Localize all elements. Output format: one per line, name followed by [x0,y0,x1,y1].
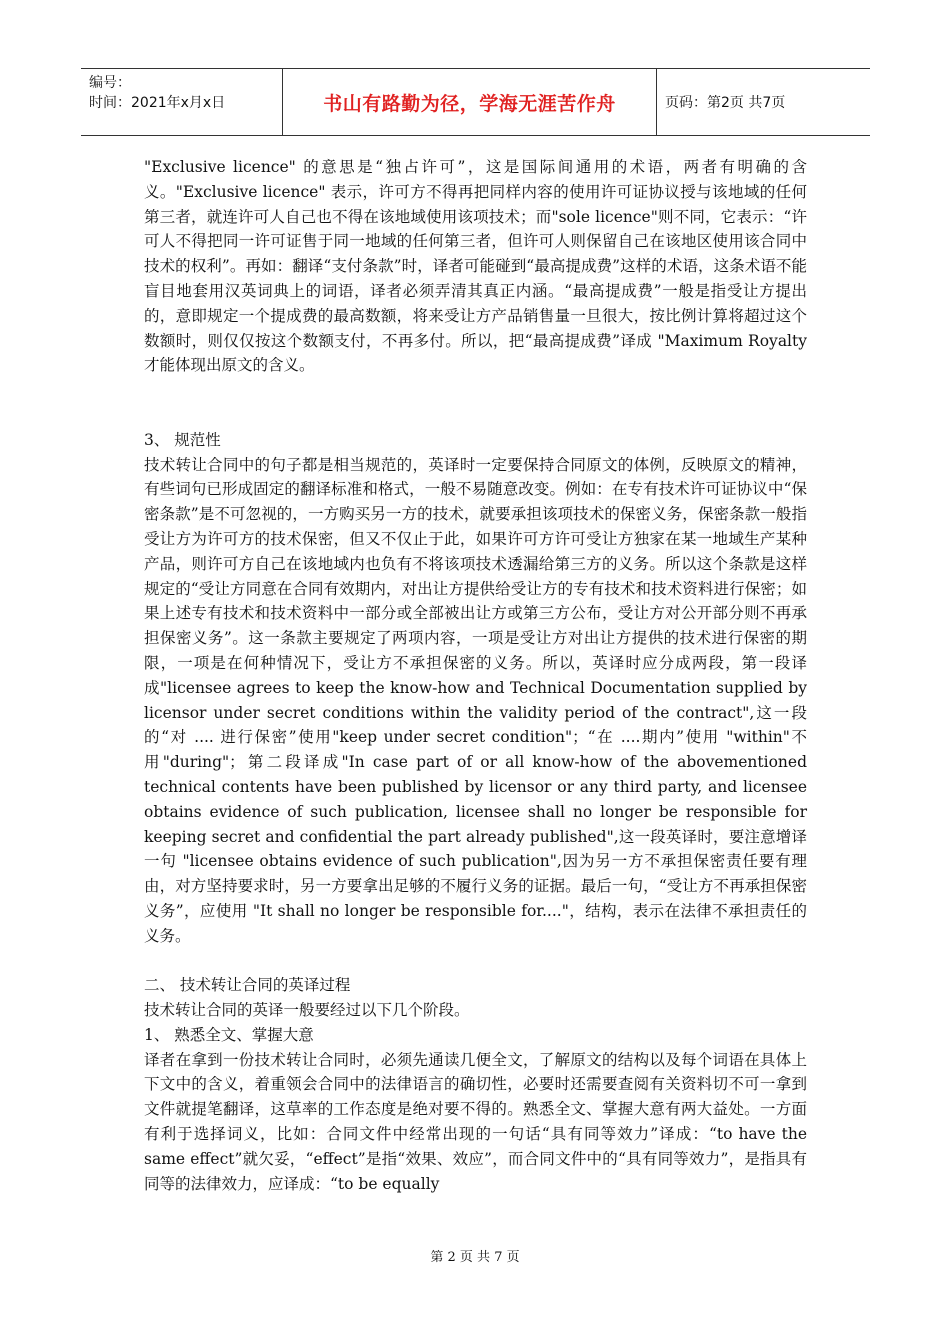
paragraph-exclusive-licence: "Exclusive licence" 的意思是“独占许可”，这是国际间通用的术语，两者有明确的含义。"Exclusive licence" 表示，许可方不得再把同样内容的使用许可证协议授与该地域的任何第三者，就连许可人自己也不得在该地域使用该项技术；而"sole licence"则不同，它表示：“许可人不得把同一许可证售于同一地域的任何第三者，但许可人则保留自己在该地区使用该合同中技术的权利”。再如：翻译“支付条款”时，译者可能碰到“最高提成费”这样的术语，这条术语不能盲目地套用汉英词典上的词语，译者必须弄清其真正内涵。“最高提成费”一般是指受让方提出的，意即规定一个提成费的最高数额，将来受让方产品销售量一旦很大，按比例计算将超过这个数额时，则仅仅按这个数额支付，不再多付。所以，把“最高提成费”译成 "Maximum Royalty 才能体现出原文的含义。 [144,158,807,375]
header-page-cell [657,69,870,135]
header-motto: 书山有路勤为径，学海无涯苦作舟 [323,92,616,115]
header-meta [81,69,283,135]
spacer [144,949,807,974]
paragraph-stages-intro: 技术转让合同的英译一般要经过以下几个阶段。 [144,1001,470,1020]
document-date: 时间：2021年x月x日 [89,95,226,111]
header-page-number: 页码：第2页 共7页 [665,95,786,111]
header-motto-cell [283,69,657,135]
subsection-heading-familiarize: 1、 熟悉全文、掌握大意 [144,1025,314,1044]
spacer [144,378,807,428]
document-body [144,155,807,1196]
paragraph-familiarize: 译者在拿到一份技术转让合同时，必须先通读几便全文，了解原文的结构以及每个词语在具体上下文中的含义，着重领会合同中的法律语言的确切性，必要时还需要查阅有关资料切不可一拿到文件就提笔翻译，这草率的工作态度是绝对要不得的。熟悉全文、掌握大意有两大益处。一方面有利于选择词义，比如：合同文件中经常出现的一句话“具有同等效力”译成：“to have the same effect”就欠妥，“effect”是指“效果、效应”，而合同文件中的“具有同等效力”，是指具有同等的法律效力，应译成：“to be equally [144,1050,807,1193]
page-header [81,68,870,136]
section-heading-process: 二、 技术转让合同的英译过程 [144,976,351,995]
document-number: 编号： [89,75,131,91]
section-heading-standardization: 3、 规范性 [144,430,221,449]
page-footer: 第 2 页 共 7 页 [430,1250,520,1265]
paragraph-confidentiality: 技术转让合同中的句子都是相当规范的，英译时一定要保持合同原文的体例，反映原文的精神，有些词句已形成固定的翻译标准和格式，一般不易随意改变。例如：在专有技术许可证协议中“保密条款”是不可忽视的，一方购买另一方的技术，就要承担该项技术的保密义务，保密条款一般指受让方为许可方的技术保密，但又不仅止于此，如果许可方许可受让方独家在某一地域生产某种产品，则许可方自己在该地域内也负有不将该项技术透漏给第三方的义务。所以这个条款是这样规定的“受让方同意在合同有效期内，对出让方提供给受让方的专有技术和技术资料进行保密；如果上述专有技术和技术资料中一部分或全部被出让方或第三方公布，受让方对公开部分则不再承担保密义务”。这一条款主要规定了两项内容，一项是受让方对出让方提供的技术进行保密的期限，一项是在何种情况下，受让方不承担保密的义务。所以，英译时应分成两段，第一段译成"licensee agrees to keep the know-how and Technical Documentation supplied by licensor under secret conditions within the validity period of the contract",这一段的“对 .... 进行保密”使用"keep under secret condition"；“在 ....期内”使用 "within"不用"during"；第二段译成"In case part of or all know-how of the abovementioned technical contents have been published by licensor or any third party, and licensee obtains evidence of such publication, licensee shall no longer be responsible for keeping secret and confidential the part already published",这一段英译时，要注意增译一句 "licensee obtains evidence of such publication",因为另一方不承担保密责任要有理由，对方坚持要求时，另一方要拿出足够的不履行义务的证据。最后一句，“受让方不再承担保密义务”，应使用 "It shall no longer be responsible for...."，结构，表示在法律不承担责任的义务。 [144,455,807,945]
